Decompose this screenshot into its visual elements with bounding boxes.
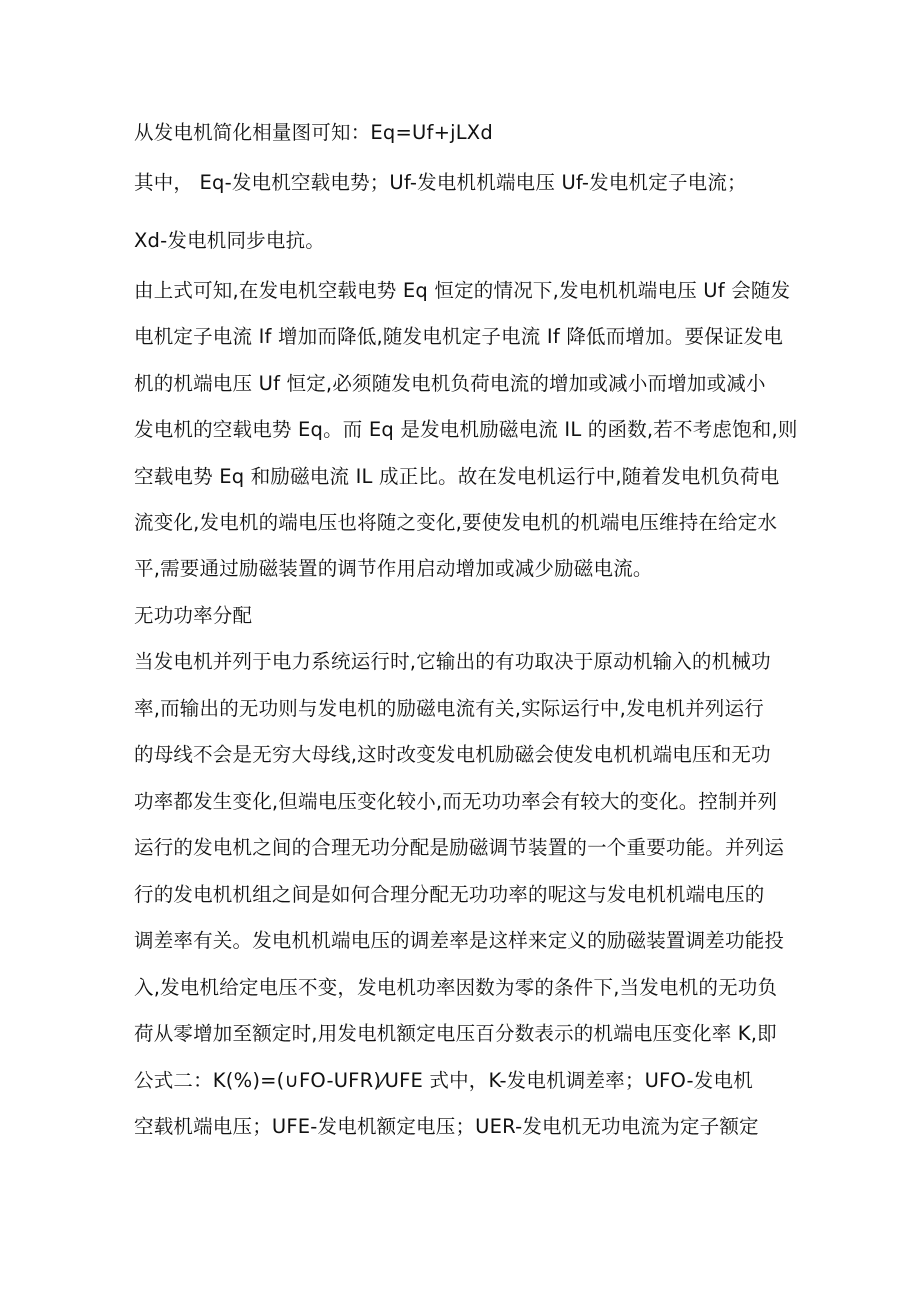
text-line-5: 电机定子电流 If 增加而降低,随发电机定子电流 If 降低而增加。要保证发电 — [134, 325, 784, 348]
text-line-17: 行的发电机机组之间是如何合理分配无功功率的呢这与发电机机端电压的 — [134, 883, 765, 906]
text-line-9: 流变化,发电机的端电压也将随之变化,要使发电机的机端电压维持在给定水 — [134, 511, 778, 534]
text-line-21: 公式二：K(%)=(∪FO-UFR)⁄UFE 式中，K-发电机调差率；UFO-发电机 — [134, 1069, 753, 1092]
text-line-8: 空载电势 Eq 和励磁电流 IL 成正比。故在发电机运行中,随着发电机负荷电 — [134, 465, 780, 488]
text-line-12: 当发电机并列于电力系统运行时,它输出的有功取决于原动机输入的机械功 — [134, 650, 771, 673]
text-line-18: 调差率有关。发电机机端电压的调差率是这样来定义的励磁装置调差功能投 — [134, 929, 785, 952]
text-line-4: 由上式可知,在发电机空载电势 Eq 恒定的情况下,发电机机端电压 Uf 会随发 — [134, 279, 791, 302]
text-line-2: 其中， Eq-发电机空载电势；Uf-发电机机端电压 Uf-发电机定子电流； — [134, 171, 747, 194]
text-line-10: 平,需要通过励磁装置的调节作用启动增加或减少励磁电流。 — [134, 557, 653, 580]
section-heading: 无功功率分配 — [134, 604, 253, 627]
text-line-14: 的母线不会是无穷大母线,这时改变发电机励磁会使发电机机端电压和无功 — [134, 743, 771, 766]
text-line-6: 机的机端电压 Uf 恒定,必须随发电机负荷电流的增加或减小而增加或减小 — [134, 372, 766, 395]
text-line-15: 功率都发生变化,但端电压变化较小,而无功功率会有较大的变化。控制并列 — [134, 790, 778, 813]
text-line-20: 荷从零增加至额定时,用发电机额定电压百分数表示的机端电压变化率 K,即 — [134, 1022, 777, 1045]
text-line-3: Xd-发电机同步电抗。 — [134, 229, 325, 252]
text-line-1: 从发电机简化相量图可知：Eq=Uf+jLXd — [134, 121, 493, 144]
text-line-13: 率,而输出的无功则与发电机的励磁电流有关,实际运行中,发电机并列运行 — [134, 697, 764, 720]
text-line-7: 发电机的空载电势 Eq。而 Eq 是发电机励磁电流 IL 的函数,若不考虑饱和,则 — [134, 418, 798, 441]
text-line-19: 入,发电机给定电压不变，发电机功率因数为零的条件下,当发电机的无功负 — [134, 976, 778, 999]
text-line-16: 运行的发电机之间的合理无功分配是励磁调节装置的一个重要功能。并列运 — [134, 836, 785, 859]
text-line-22: 空载机端电压；UFE-发电机额定电压；UER-发电机无功电流为定子额定 — [134, 1115, 759, 1138]
